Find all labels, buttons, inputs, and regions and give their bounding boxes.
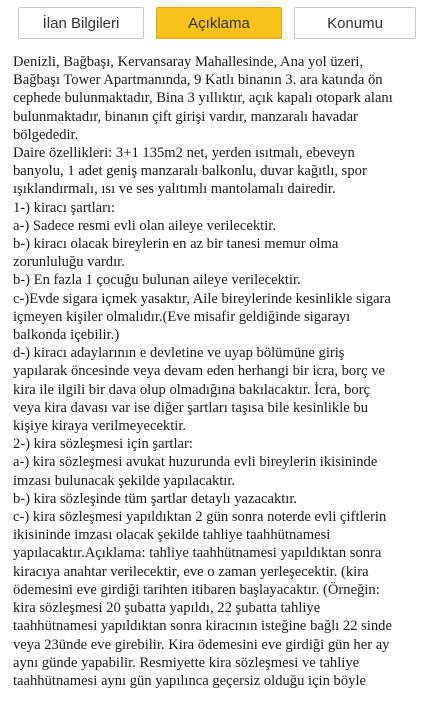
description-line: kişiye kiraya verilmeyecektir. — [13, 418, 187, 435]
description-line: veya kira davası var ise diğer şartları taşısa bile kesinlikle bu — [13, 399, 368, 416]
description-line: kiracıya anahtar verilecektir, eve o zaman yerleşecektir. (kira — [13, 563, 369, 580]
description-line: imzası bulunacak şekilde yapılacaktır. — [13, 472, 236, 489]
description-line: aynı günde yapabilir. Resmiyette kira sözleşmesi ve tahliye — [13, 654, 360, 671]
description-line: taahhütnamesi yapıldıktan sonra kiracının isteğine bağlı 22 sinde — [13, 618, 392, 635]
tab-ilan-bilgileri[interactable]: İlan Bilgileri — [18, 7, 144, 39]
description-line: veya 23ünde eve girebilir. Kira ödemesini eve girdiği gün her ay — [13, 636, 390, 653]
description-line: ödemesini eve girdiği tarihten itibaren başlayacaktır. (Örneğin: — [13, 581, 380, 598]
description-line: kira sözleşmesi 20 şubatta yapıldı, 22 şubatta tahliye — [13, 600, 321, 617]
description-line: yapılacaktır.Açıklama: tahliye taahhütnamesi yapıldıktan sonra — [13, 545, 382, 562]
description-line: a-) kira sözleşmesi avukat huzurunda evli bireylerin ikisininde — [13, 454, 378, 471]
description-line: banyolu, 1 adet geniş manzaralı balkonlu, duvar kağıtlı, spor — [13, 163, 367, 180]
description-text — [13, 53, 418, 728]
description-line: 1-) kiracı şartları: — [13, 199, 116, 216]
description-line: Bağbaşı Tower Apartmanında, 9 Katlı binanın 3. ara katında ön — [13, 72, 383, 89]
description-line: bölgededir. — [13, 126, 79, 143]
description-line: kira ile ilgili bir dava olup olmadığına bakılacaktır. İcra, borç — [13, 381, 371, 398]
description-line: c-) kira sözleşmesi yapıldıktan 2 gün sonra noterde evli çiftlerin — [13, 509, 387, 526]
tab-aciklama[interactable]: Açıklama — [156, 7, 282, 39]
description-line: b-) kiracı olacak bireylerin en az bir tanesi memur olma — [13, 236, 339, 253]
description-line: Denizli, Bağbaşı, Kervansaray Mahallesinde, Ana yol üzeri, — [13, 54, 364, 70]
description-line: b-) kira sözleşinde tüm şartlar detaylı yazacaktır. — [13, 490, 298, 507]
description-line: zorunluluğu vardır. — [13, 254, 125, 271]
description-line: taahhütnamesi aynı gün yapılınca geçersiz olduğu için böyle — [13, 672, 366, 689]
description-line: ışıklandırmalı, ısı ve ses yalıtımlı mantolamalı dairedir. — [13, 181, 336, 198]
description-line: ikisininde imzası olacak şekilde tahliye taahhütnamesi — [13, 527, 331, 544]
description-line: b-) En fazla 1 çocuğu bulunan aileye verilecektir. — [13, 272, 301, 289]
description-line: cephede bulunmaktadır, Bina 3 yıllıktır, açık kapalı otopark alanı — [13, 90, 393, 107]
description-line: d-) kiracı adaylarının e devletine ve uyap bölümüne giriş — [13, 345, 345, 362]
description-line: c-)Evde sigara içmek yasaktır, Aile bireylerinde kesinlikle sigara — [13, 290, 391, 307]
description-line: 2-) kira sözleşmesi için şartlar: — [13, 436, 193, 453]
description-line: yapılarak öncesinde veya devam eden herhangi bir icra, borç ve — [13, 363, 385, 380]
description-line: balkonda içebilir.) — [13, 327, 120, 344]
description-line: içmeyen kişiler olmalıdır.(Eve misafir geldiğinde sigarayı — [13, 308, 351, 325]
tab-bar — [0, 0, 430, 50]
tab-konumu[interactable]: Konumu — [294, 7, 416, 39]
description-line: bulunmaktadır, binanın çift girişi vardır, manzaralı havadar — [13, 108, 358, 125]
description-line: a-) Sadece resmi evli olan aileye verilecektir. — [13, 217, 276, 234]
description-line: Daire özellikleri: 3+1 135m2 net, yerden ısıtmalı, ebeveyn — [13, 145, 355, 162]
